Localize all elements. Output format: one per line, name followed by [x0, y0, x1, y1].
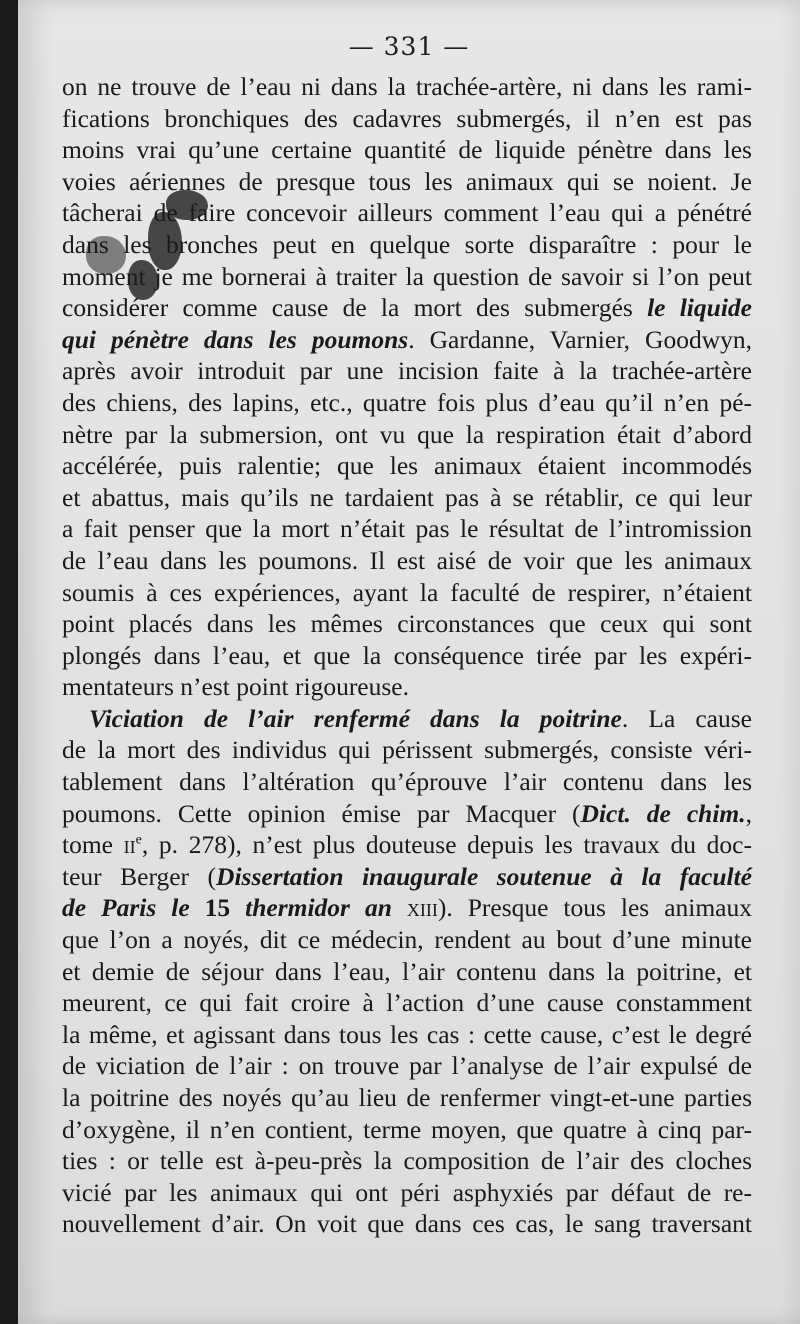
- text-segment: e: [135, 832, 142, 848]
- body-text: [62, 71, 752, 1240]
- text-line: que l’on a noyés, dit ce médecin, rendent au bout d’une minute: [62, 925, 752, 955]
- text-line: a fait penser que la mort n’était pas le résultat de l’intromission: [62, 514, 752, 544]
- text-line: moins vrai qu’une certaine quantité de liquide pénètre dans les: [62, 135, 752, 165]
- italic-text: thermidor an: [230, 893, 392, 923]
- text-line: la même, et agissant dans tous les cas : cette cause, c’est le degré: [62, 1019, 752, 1049]
- text-segment: xiii: [406, 893, 438, 923]
- text-line: point placés dans les mêmes circonstances que ceux qui sont: [62, 609, 752, 639]
- text-line: nouvellement d’air. On voit que dans ces cas, le sang traversant: [62, 1209, 752, 1239]
- text-segment: [392, 893, 407, 922]
- italic-text: de Paris le: [62, 893, 205, 923]
- text-line: soumis à ces expériences, ayant la faculté de respirer, n’étaient: [62, 577, 752, 607]
- text-segment: , p. 278), n’est plus douteuse depuis les travaux du doc-: [141, 830, 752, 860]
- text-segment: teur Berger (: [62, 861, 217, 891]
- italic-text: Viciation de l’air renfermé dans la poitrine: [89, 703, 622, 733]
- text-line: voies aériennes de presque tous les animaux qui se noient. Je: [62, 166, 752, 196]
- text-segment: 15: [204, 893, 231, 923]
- text-line: d’oxygène, il n’en contient, terme moyen, que quatre à cinq par-: [62, 1114, 752, 1144]
- text-line: [62, 892, 752, 924]
- text-line: mentateurs n’est point rigoureuse.: [62, 672, 409, 702]
- text-line: [62, 703, 752, 735]
- text-line: fications bronchiques des cadavres submergés, il n’en est pas: [62, 103, 752, 133]
- text-line: tâcherai de faire concevoir ailleurs comment l’eau qui a pénétré: [62, 198, 752, 228]
- text-segment: tome: [62, 830, 124, 860]
- text-segment: poumons. Cette opinion émise par Macquer (: [62, 798, 581, 828]
- text-line: vicié par les animaux qui ont péri asphyxiés par défaut de re-: [62, 1177, 752, 1207]
- text-line: on ne trouve de l’eau ni dans la trachée-artère, ni dans les rami-: [62, 72, 752, 101]
- text-segment: ). Presque tous les animaux: [437, 893, 752, 923]
- text-line: de la mort des individus qui périssent submergés, consiste véri-: [62, 735, 752, 765]
- text-segment: ii: [123, 830, 136, 860]
- text-line: tablement dans l’altération qu’éprouve l’air contenu dans les: [62, 767, 752, 797]
- text-line: meurent, ce qui fait croire à l’action d’une cause constamment: [62, 988, 752, 1018]
- text-segment: ,: [745, 798, 752, 828]
- text-line: et abattus, mais qu’ils ne tardaient pas à se rétablir, ce qui leur: [62, 482, 752, 512]
- text-line: [62, 829, 752, 861]
- text-line: [62, 324, 752, 356]
- italic-text: Dict. de chim.: [580, 798, 746, 828]
- text-line: de viciation de l’air : on trouve par l’analyse de l’air expulsé de: [62, 1051, 752, 1081]
- text-line: nètre par la submersion, ont vu que la respiration était d’abord: [62, 419, 752, 449]
- text-line: [62, 861, 752, 893]
- text-line: de l’eau dans les poumons. Il est aisé de voir que les animaux: [62, 545, 752, 575]
- italic-text: le liquide: [647, 293, 752, 323]
- text-segment: . La cause: [621, 703, 752, 733]
- text-segment: considérer comme cause de la mort des submergés: [62, 293, 648, 323]
- page-number: — 331 —: [348, 32, 470, 61]
- text-line: plongés dans l’eau, et que la conséquence tirée par les expéri-: [62, 640, 752, 670]
- text-line: [62, 798, 752, 830]
- italic-text: qui pénètre dans les poumons: [62, 324, 409, 354]
- text-line: des chiens, des lapins, etc., quatre fois plus d’eau qu’il n’en pé-: [62, 387, 752, 417]
- text-line: après avoir introduit par une incision faite à la trachée-artère: [62, 356, 752, 386]
- text-line: [62, 292, 752, 324]
- text-line: la poitrine des noyés qu’au lieu de renfermer vingt-et-une parties: [62, 1083, 752, 1112]
- text-line: dans les bronches peut en quelque sorte disparaître : pour le: [62, 229, 752, 259]
- text-line: accélérée, puis ralentie; que les animaux étaient incommodés: [62, 451, 752, 481]
- text-line: ties : or telle est à-peu-près la composition de l’air des cloches: [62, 1146, 752, 1176]
- text-line: et demie de séjour dans l’eau, l’air contenu dans la poitrine, et: [62, 956, 752, 986]
- text-line: moment je me bornerai à traiter la question de savoir si l’on peut: [62, 261, 752, 291]
- italic-text: Dissertation inaugurale soutenue à la faculté: [216, 861, 752, 891]
- book-page: [18, 0, 800, 1324]
- text-segment: . Gardanne, Varnier, Goodwyn,: [408, 324, 752, 354]
